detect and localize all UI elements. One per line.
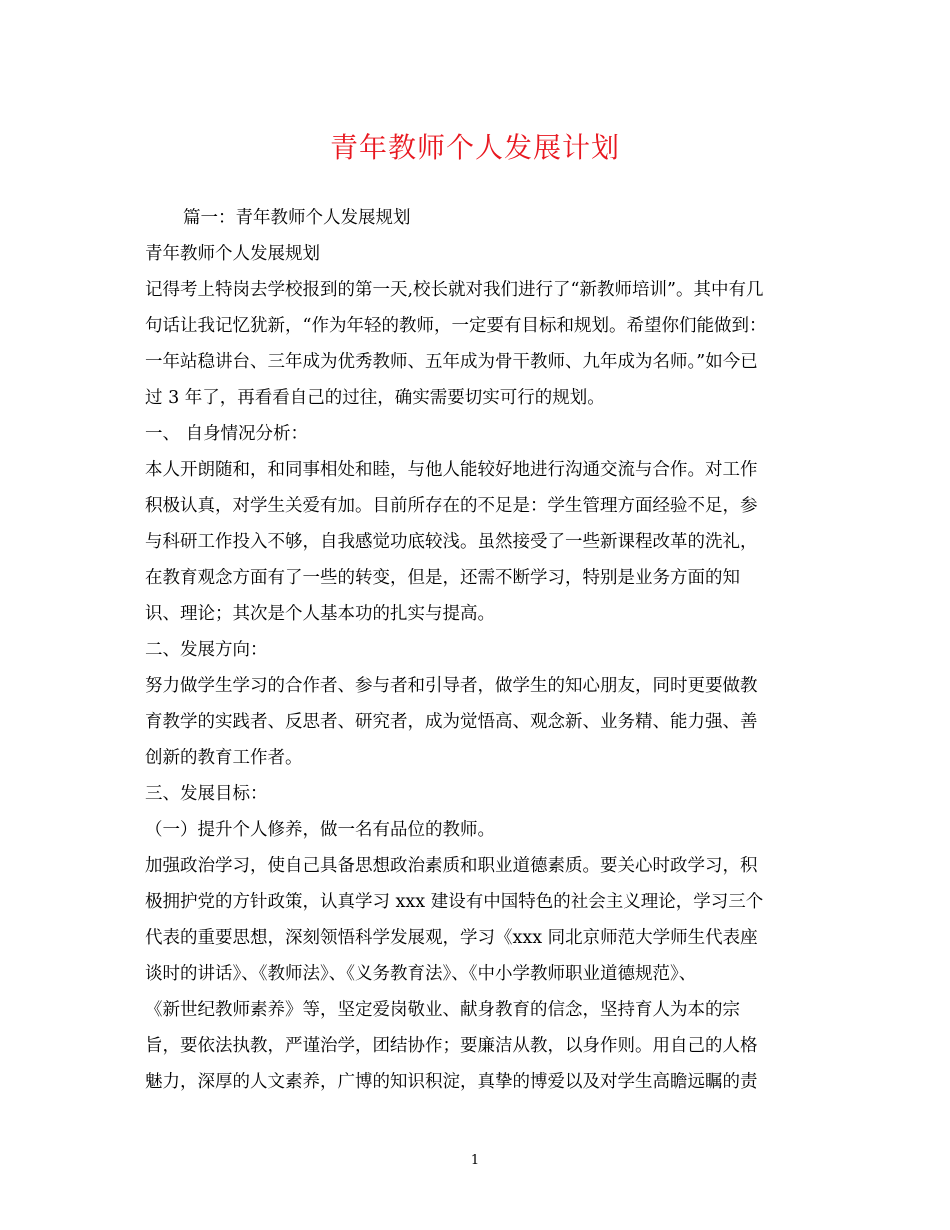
text-line: 记得考上特岗去学校报到的第一天,校长就对我们进行了“新教师培训”。其中有几 [145,280,764,300]
text-line: 创新的教育工作者。 [145,748,303,768]
text-line: 加强政治学习，使自己具备思想政治素质和职业道德素质。要关心时政学习，积 [145,856,758,876]
text-line: 极拥护党的方针政策，认真学习 xxx 建设有中国特色的社会主义理论，学习三个 [145,892,764,912]
text-line: 与科研工作投入不够，自我感觉功底较浅。虽然接受了一些新课程改革的洗礼， [145,532,758,552]
text-line: 在教育观念方面有了一些的转变，但是，还需不断学习，特别是业务方面的知 [145,568,740,588]
section-heading: 三、发展目标： [145,784,268,804]
text-line: 育教学的实践者、反思者、研究者，成为觉悟高、观念新、业务精、能力强、善 [145,712,758,732]
section-heading: 一、 自身情况分析： [145,424,309,444]
text-line: 识、理论；其次是个人基本功的扎实与提高。 [145,604,495,624]
text-line: 句话让我记忆犹新，“作为年轻的教师，一定要有目标和规划。希望你们能做到： [145,316,767,336]
text-line: 一年站稳讲台、三年成为优秀教师、五年成为骨干教师、九年成为名师。”如今已 [145,352,758,372]
text-line: 本人开朗随和，和同事相处和睦，与他人能较好地进行沟通交流与合作。对工作 [145,460,758,480]
text-line: 谈时的讲话》、《教师法》、《义务教育法》、《中小学教师职业道德规范》、 [145,964,697,984]
text-line: 积极认真，对学生关爱有加。目前所存在的不足是：学生管理方面经验不足，参 [145,496,758,516]
document-body [145,200,815,1100]
text-line: 过 3 年了，再看看自己的过往，确实需要切实可行的规划。 [145,388,605,408]
text-line: 《新世纪教师素养》等，坚定爱岗敬业、献身教育的信念，坚持育人为本的宗 [145,1000,740,1020]
text-line: 魅力，深厚的人文素养，广博的知识积淀，真挚的博爱以及对学生高瞻远瞩的责 [145,1072,758,1092]
page-number: 1 [470,1153,480,1168]
text-line: 旨，要依法执教，严谨治学，团结协作；要廉洁从教，以身作则。用自己的人格 [145,1036,758,1056]
text-line: 代表的重要思想，深刻领悟科学发展观，学习《xxx 同北京师范大学师生代表座 [145,928,758,948]
section-heading: 篇一：青年教师个人发展规划 [183,208,411,228]
section-heading: 二、发展方向： [145,640,268,660]
subheading: 青年教师个人发展规划 [145,244,320,264]
document-title: 青年教师个人发展计划 [329,131,620,164]
subsection-heading: （一）提升个人修养，做一名有品位的教师。 [145,820,495,840]
text-line: 努力做学生学习的合作者、参与者和引导者，做学生的知心朋友，同时更要做教 [145,676,758,696]
